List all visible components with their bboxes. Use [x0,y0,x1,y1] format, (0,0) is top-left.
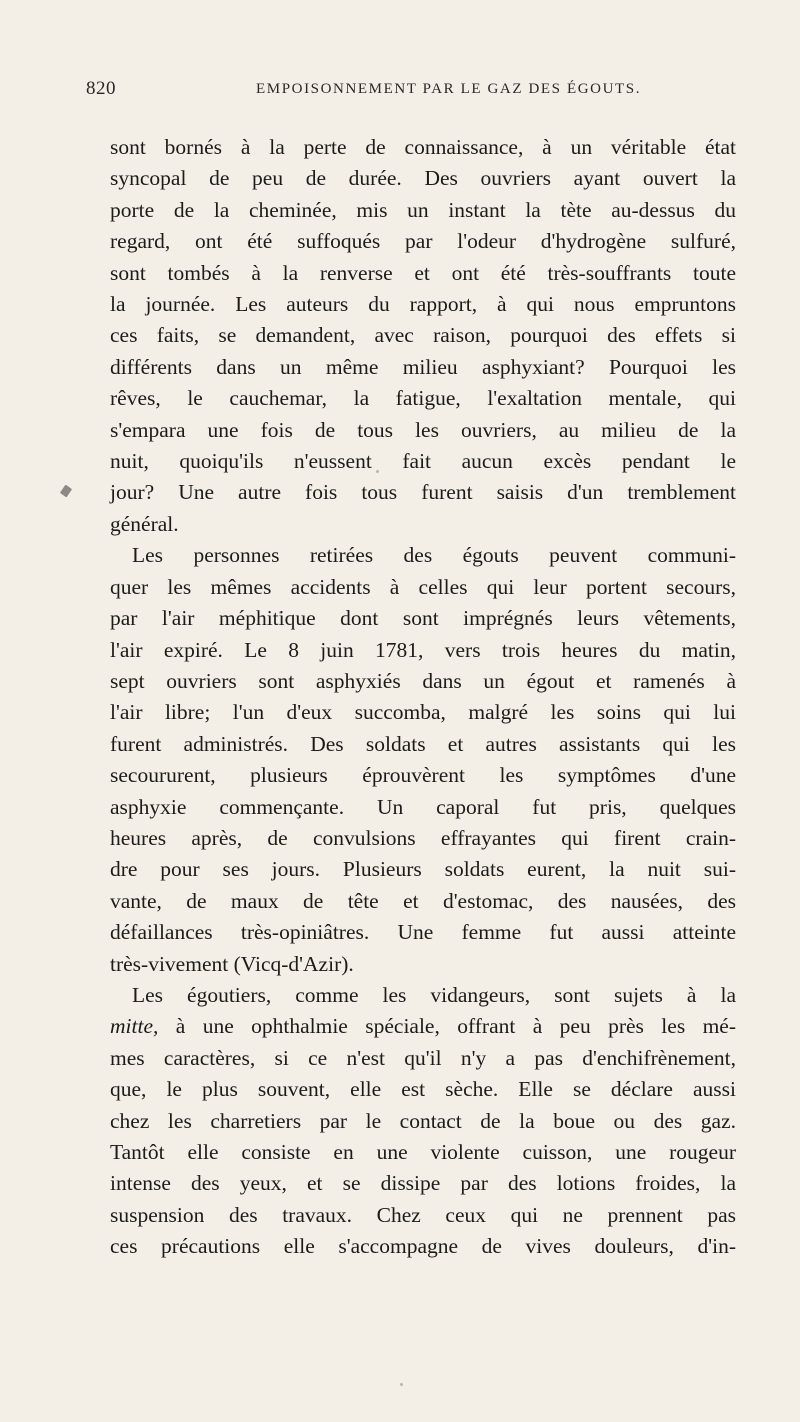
text-line: ces précautions elle s'accompagne de vives douleurs, d'in- [110,1234,736,1259]
italic-term: mitte, [110,1014,159,1039]
text-line: sont bornés à la perte de connaissance, à un véritable état [110,135,736,159]
text-line: défaillances très-opiniâtres. Une femme fut aussi atteinte [110,920,736,945]
text-line: l'air libre; l'un d'eux succomba, malgré les soins qui lui [110,700,736,725]
page-header [86,78,726,108]
text-line: rêves, le cauchemar, la fatigue, l'exaltation mentale, qui [110,386,736,411]
text-line: porte de la cheminée, mis un instant la tète au-dessus du [110,197,736,222]
text-line: Les égoutiers, comme les vidangeurs, sont sujets à la [132,982,736,1007]
text-line: syncopal de peu de durée. Des ouvriers ayant ouvert la [110,166,736,191]
text-line: que, le plus souvent, elle est sèche. Elle se déclare aussi [110,1077,736,1102]
text-line: heures après, de convulsions effrayantes qui firent crain- [110,825,736,850]
text-line: quer les mêmes accidents à celles qui leur portent secours, [110,574,736,599]
text-fragment: à une ophthalmie spéciale, offrant à peu près les mé- [175,1014,736,1039]
text-line: Tantôt elle consiste en une violente cuisson, une rougeur [110,1140,736,1164]
text-line: nuit, quoiqu'ils n'eussent fait aucun excès pendant le [110,449,736,474]
text-line: dre pour ses jours. Plusieurs soldats eurent, la nuit sui- [110,857,736,882]
text-line: jour? Une autre fois tous furent saisis d'un tremblement [110,480,736,505]
text-line: très-vivement (Vicq-d'Azir). [110,951,354,976]
text-line: général. [110,511,179,536]
paper-speck [400,1383,403,1386]
text-line: différents dans un même milieu asphyxiant? Pourquoi les [110,354,736,379]
text-line: sont tombés à la renverse et ont été très-souffrants toute [110,260,736,285]
text-line: suspension des travaux. Chez ceux qui ne prennent pas [110,1202,736,1227]
text-line: ces faits, se demandent, avec raison, pourquoi des effets si [110,323,736,348]
text-line: intense des yeux, et se dissipe par des lotions froides, la [110,1171,736,1196]
paragraph-3 [110,980,736,1263]
text-line: vante, de maux de tête et d'estomac, des nausées, des [110,888,736,913]
text-line: furent administrés. Des soldats et autres assistants qui les [110,731,736,756]
text-line: secoururent, plusieurs éprouvèrent les symptômes d'une [110,763,736,788]
text-line: regard, ont été suffoqués par l'odeur d'hydrogène sulfuré, [110,229,736,254]
text-line: chez les charretiers par le contact de la boue ou des gaz. [110,1108,736,1133]
running-head: EMPOISONNEMENT PAR LE GAZ DES ÉGOUTS. [256,81,642,97]
page-number: 820 [86,78,116,99]
text-line: sept ouvriers sont asphyxiés dans un égout et ramenés à [110,668,736,693]
text-line: l'air expiré. Le 8 juin 1781, vers trois heures du matin, [110,637,736,662]
paragraph-1 [110,132,736,540]
text-line: Les personnes retirées des égouts peuvent communi- [132,543,736,568]
margin-ink-mark [60,485,72,498]
text-line: s'empara une fois de tous les ouvriers, au milieu de la [110,417,736,442]
text-line: asphyxie commençante. Un caporal fut pris, quelques [110,794,736,819]
text-line: par l'air méphitique dont sont imprégnés leurs vêtements, [110,606,736,631]
text-line: la journée. Les auteurs du rapport, à qui nous empruntons [110,292,736,317]
body-text [110,132,736,1263]
text-line: mes caractères, si ce n'est qu'il n'y a pas d'enchifrènement, [110,1045,736,1070]
paragraph-2 [110,540,736,980]
text-line-with-italic [110,1011,736,1042]
